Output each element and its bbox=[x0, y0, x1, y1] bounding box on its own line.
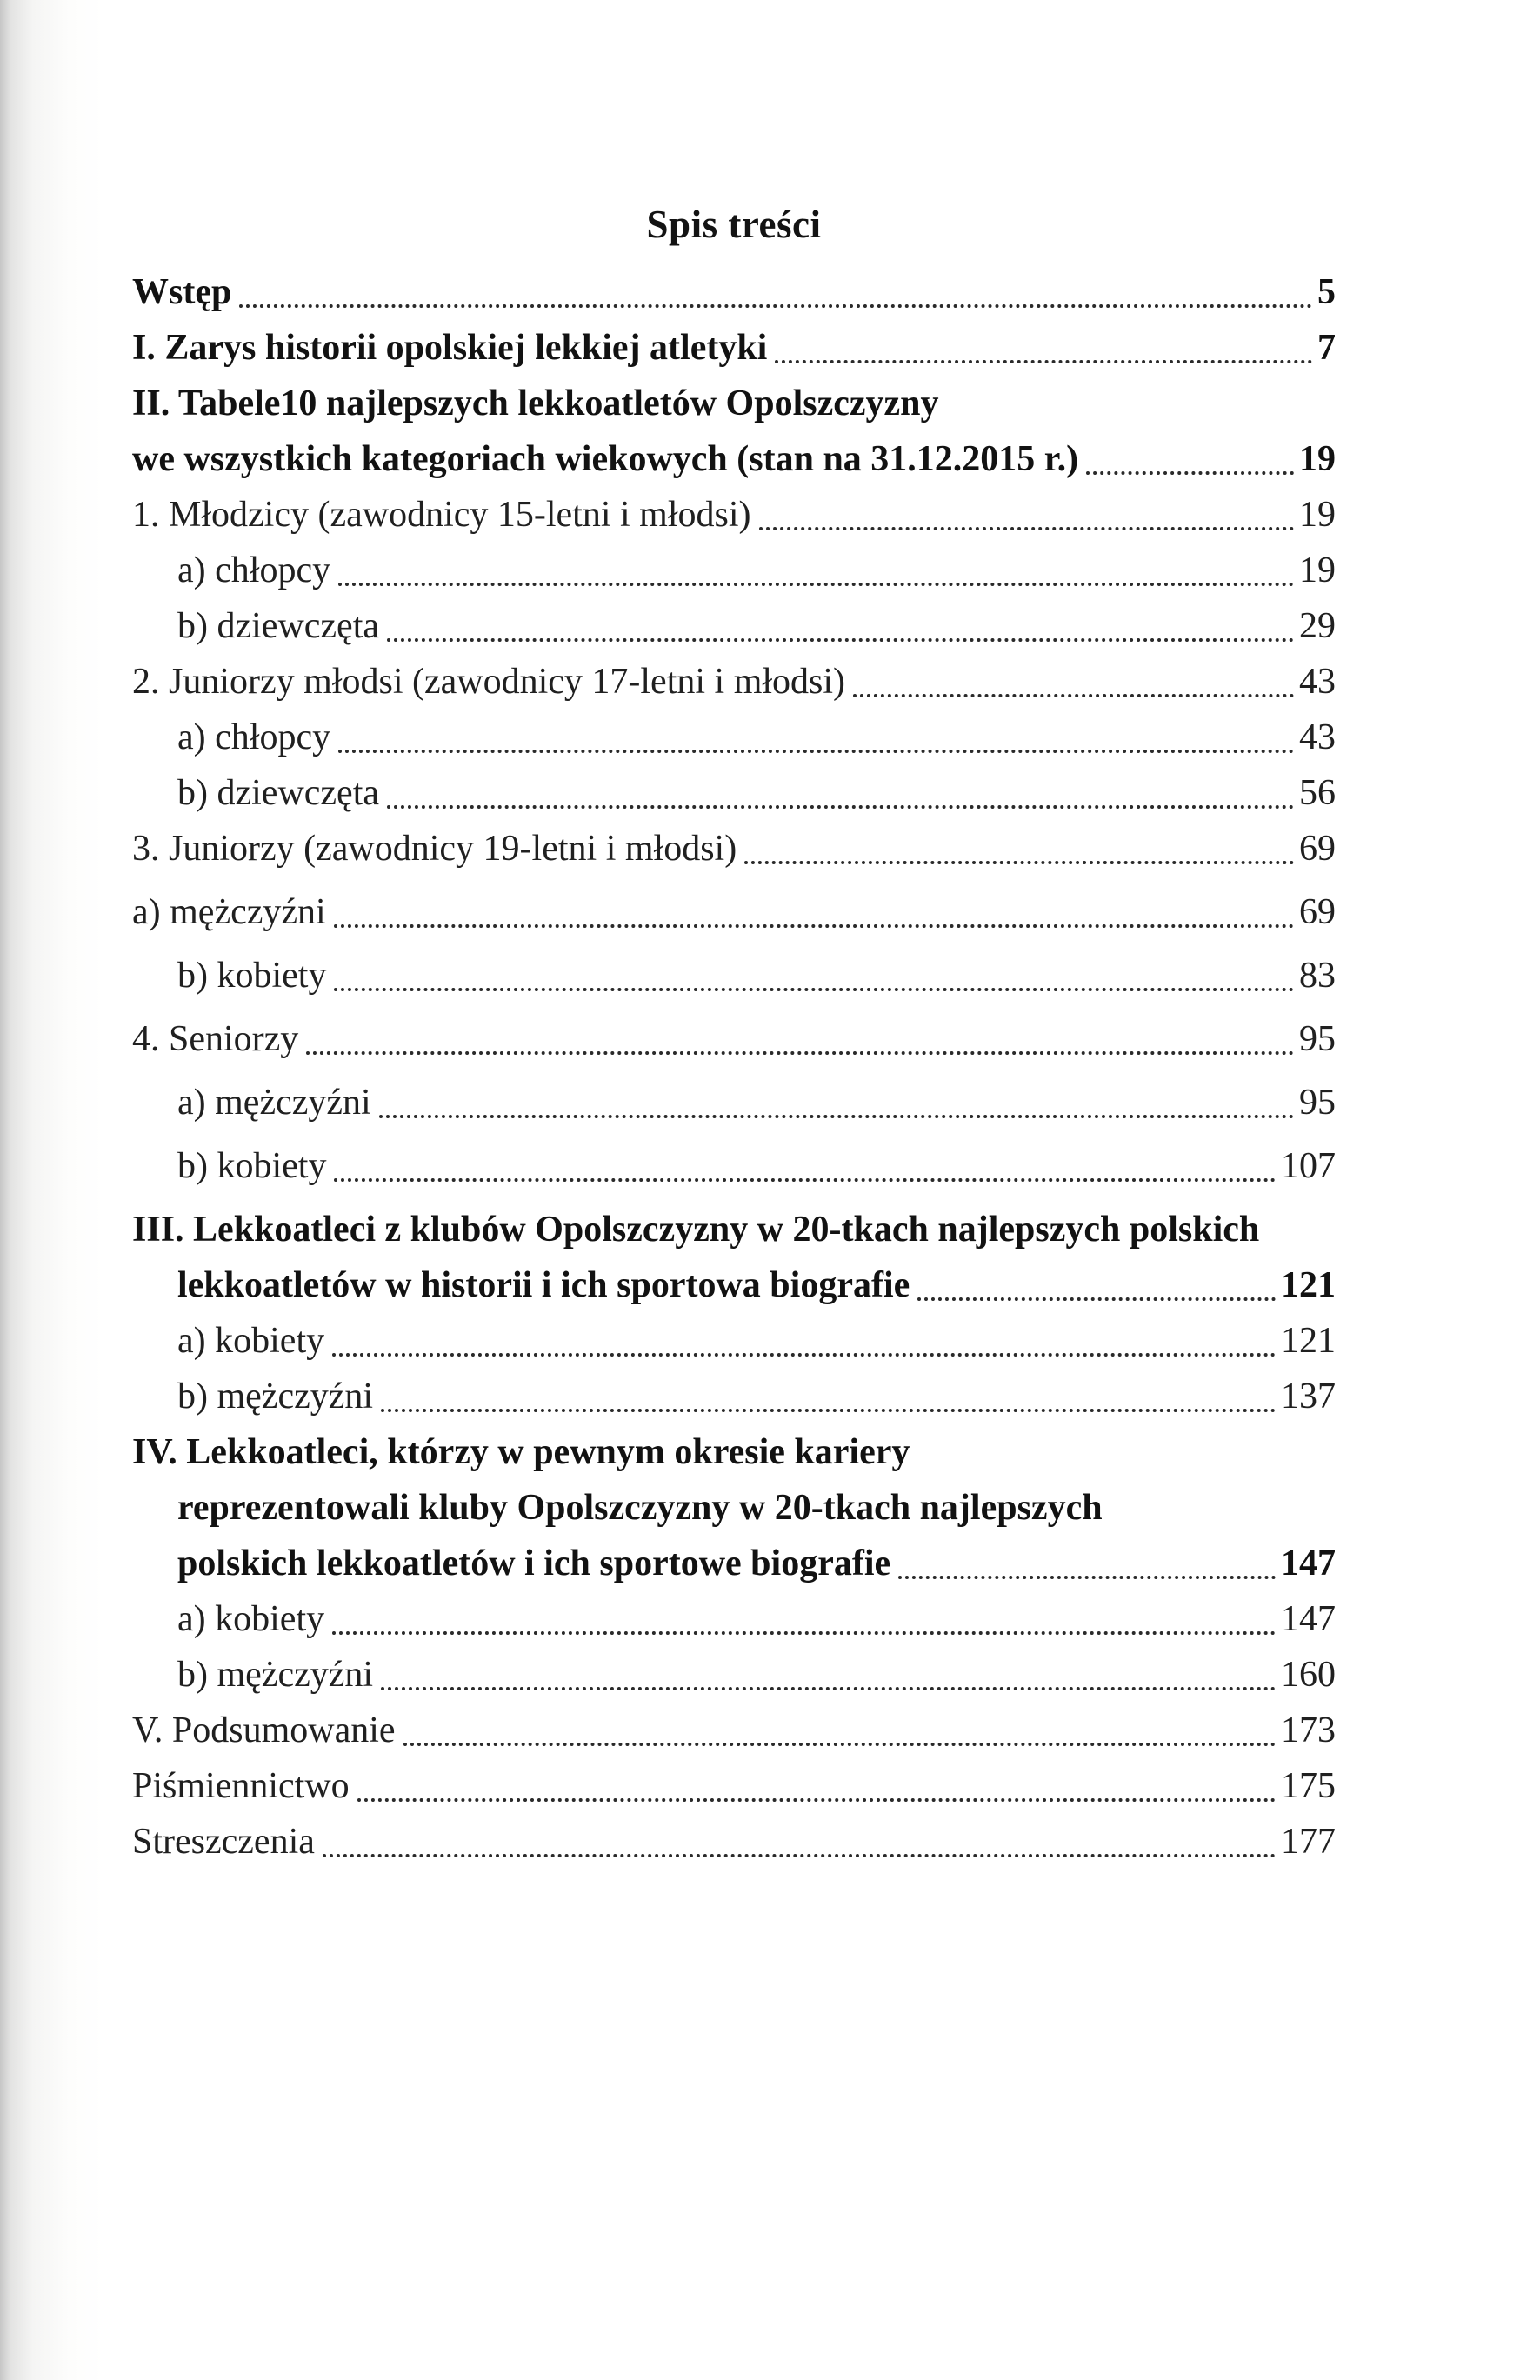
toc-page-number: 5 bbox=[1317, 272, 1336, 312]
toc-entry-line bbox=[132, 543, 1336, 598]
toc-page-number: 43 bbox=[1299, 662, 1336, 702]
toc-entry-line bbox=[132, 884, 1336, 940]
toc-entry-text: V. Podsumowanie bbox=[132, 1710, 396, 1750]
dot-leader bbox=[381, 1409, 1276, 1412]
toc-page-number: 43 bbox=[1299, 717, 1336, 757]
toc-entry-line bbox=[132, 598, 1336, 654]
toc-entry-text: III. Lekkoatleci z klubów Opolszczyzny w 20-tkach najlepszych polskich bbox=[132, 1210, 1260, 1250]
toc-entry-line bbox=[132, 1758, 1336, 1814]
toc-page-number: 95 bbox=[1299, 1019, 1336, 1059]
dot-leader bbox=[759, 527, 1294, 530]
toc-entry-line bbox=[132, 320, 1336, 376]
dot-leader bbox=[239, 304, 1312, 308]
dot-leader bbox=[379, 1115, 1294, 1118]
toc-entry-line bbox=[132, 765, 1336, 821]
toc-entry-line bbox=[132, 710, 1336, 765]
dot-leader bbox=[917, 1297, 1276, 1301]
dot-leader bbox=[387, 638, 1294, 642]
toc-entries bbox=[132, 264, 1336, 1870]
toc-entry-line bbox=[132, 1202, 1336, 1257]
toc-page-number: 19 bbox=[1299, 495, 1336, 535]
toc-entry-text: a) kobiety bbox=[177, 1321, 325, 1361]
toc-entry-text: a) mężczyźni bbox=[177, 1083, 371, 1123]
toc-page-number: 121 bbox=[1281, 1321, 1336, 1361]
dot-leader bbox=[1086, 471, 1294, 475]
toc-page-number: 7 bbox=[1317, 328, 1336, 368]
dot-leader bbox=[338, 583, 1294, 586]
toc-page-number: 29 bbox=[1299, 606, 1336, 646]
toc-entry-line bbox=[132, 1011, 1336, 1067]
dot-leader bbox=[334, 988, 1294, 991]
toc-entry-line bbox=[132, 1138, 1336, 1194]
toc-page-number: 69 bbox=[1299, 892, 1336, 932]
toc-entry-line bbox=[132, 1424, 1336, 1480]
toc-entry-line bbox=[132, 1536, 1336, 1591]
toc-entry-line bbox=[132, 1647, 1336, 1703]
toc-entry-text: b) mężczyźni bbox=[177, 1377, 374, 1417]
toc-entry-line bbox=[132, 1703, 1336, 1758]
toc-entry-text: reprezentowali kluby Opolszczyzny w 20-tkach najlepszych bbox=[177, 1488, 1103, 1528]
toc-page-number: 173 bbox=[1281, 1710, 1336, 1750]
toc-entry-line bbox=[132, 1591, 1336, 1647]
dot-leader bbox=[403, 1743, 1276, 1746]
dot-leader bbox=[853, 694, 1294, 697]
dot-leader bbox=[381, 1687, 1276, 1690]
toc-page-number: 69 bbox=[1299, 829, 1336, 869]
dot-leader bbox=[387, 805, 1294, 809]
toc-entry-text: polskich lekkoatletów i ich sportowe biografie bbox=[177, 1543, 891, 1583]
dot-leader bbox=[338, 750, 1294, 753]
toc-entry-text: a) kobiety bbox=[177, 1599, 325, 1639]
toc-entry-text: 1. Młodzicy (zawodnicy 15-letni i młodsi) bbox=[132, 495, 751, 535]
toc-entry-text: Streszczenia bbox=[132, 1822, 315, 1862]
toc-entry-line bbox=[132, 654, 1336, 710]
toc-entry-line bbox=[132, 1480, 1336, 1536]
toc-entry-text: b) kobiety bbox=[177, 956, 327, 996]
toc-entry-line bbox=[132, 1075, 1336, 1130]
toc-entry-text: lekkoatletów w historii i ich sportowa biografie bbox=[177, 1265, 910, 1305]
toc-page-number: 107 bbox=[1281, 1146, 1336, 1186]
toc-page-number: 147 bbox=[1281, 1543, 1336, 1583]
toc-entry-text: b) mężczyźni bbox=[177, 1655, 374, 1695]
toc-entry-text: Piśmiennictwo bbox=[132, 1766, 350, 1806]
dot-leader bbox=[744, 861, 1294, 864]
toc-page-number: 175 bbox=[1281, 1766, 1336, 1806]
toc-entry-text: a) chłopcy bbox=[177, 550, 331, 590]
toc-entry-text: a) chłopcy bbox=[177, 717, 331, 757]
toc-entry-text: IV. Lekkoatleci, którzy w pewnym okresie kariery bbox=[132, 1432, 910, 1472]
toc-page-number: 160 bbox=[1281, 1655, 1336, 1695]
toc-entry-text: 2. Juniorzy młodsi (zawodnicy 17-letni i młodsi) bbox=[132, 662, 846, 702]
toc-page-number: 56 bbox=[1299, 773, 1336, 813]
page-title: Spis treści bbox=[646, 203, 822, 246]
toc-page-number: 19 bbox=[1299, 550, 1336, 590]
dot-leader bbox=[775, 360, 1312, 363]
toc-entry-line bbox=[132, 376, 1336, 431]
toc-entry-text: I. Zarys historii opolskiej lekkiej atletyki bbox=[132, 328, 768, 368]
dot-leader bbox=[332, 1631, 1276, 1635]
dot-leader bbox=[306, 1051, 1294, 1055]
dot-leader bbox=[332, 1353, 1276, 1357]
dot-leader bbox=[334, 924, 1294, 928]
toc-entry-text: we wszystkich kategoriach wiekowych (stan na 31.12.2015 r.) bbox=[132, 439, 1079, 479]
toc-entry-text: II. Tabele10 najlepszych lekkoatletów Opolszczyzny bbox=[132, 383, 939, 423]
toc-page-number: 83 bbox=[1299, 956, 1336, 996]
toc-page-number: 19 bbox=[1299, 439, 1336, 479]
dot-leader bbox=[898, 1576, 1276, 1579]
toc-page-number: 147 bbox=[1281, 1599, 1336, 1639]
toc-entry-line bbox=[132, 1369, 1336, 1424]
toc-entry-line bbox=[132, 264, 1336, 320]
toc-entry-text: b) dziewczęta bbox=[177, 606, 380, 646]
toc-page-number: 177 bbox=[1281, 1822, 1336, 1862]
dot-leader bbox=[323, 1854, 1276, 1857]
toc-page-number: 95 bbox=[1299, 1083, 1336, 1123]
toc-page-number: 121 bbox=[1281, 1265, 1336, 1305]
dot-leader bbox=[334, 1178, 1276, 1182]
toc-entry-text: 4. Seniorzy bbox=[132, 1019, 299, 1059]
toc-entry-line bbox=[132, 948, 1336, 1003]
toc-entry-line bbox=[132, 1814, 1336, 1870]
table-of-contents bbox=[132, 202, 1336, 1870]
toc-entry-text: b) dziewczęta bbox=[177, 773, 380, 813]
toc-entry-text: 3. Juniorzy (zawodnicy 19-letni i młodsi) bbox=[132, 829, 737, 869]
toc-entry-line bbox=[132, 1257, 1336, 1313]
toc-entry-line bbox=[132, 487, 1336, 543]
toc-entry-line bbox=[132, 431, 1336, 487]
toc-entry-text: Wstęp bbox=[132, 272, 232, 312]
toc-entry-line bbox=[132, 1313, 1336, 1369]
toc-entry-text: b) kobiety bbox=[177, 1146, 327, 1186]
toc-page-number: 137 bbox=[1281, 1377, 1336, 1417]
dot-leader bbox=[357, 1798, 1276, 1802]
toc-entry-text: a) mężczyźni bbox=[132, 892, 326, 932]
toc-entry-line bbox=[132, 821, 1336, 877]
